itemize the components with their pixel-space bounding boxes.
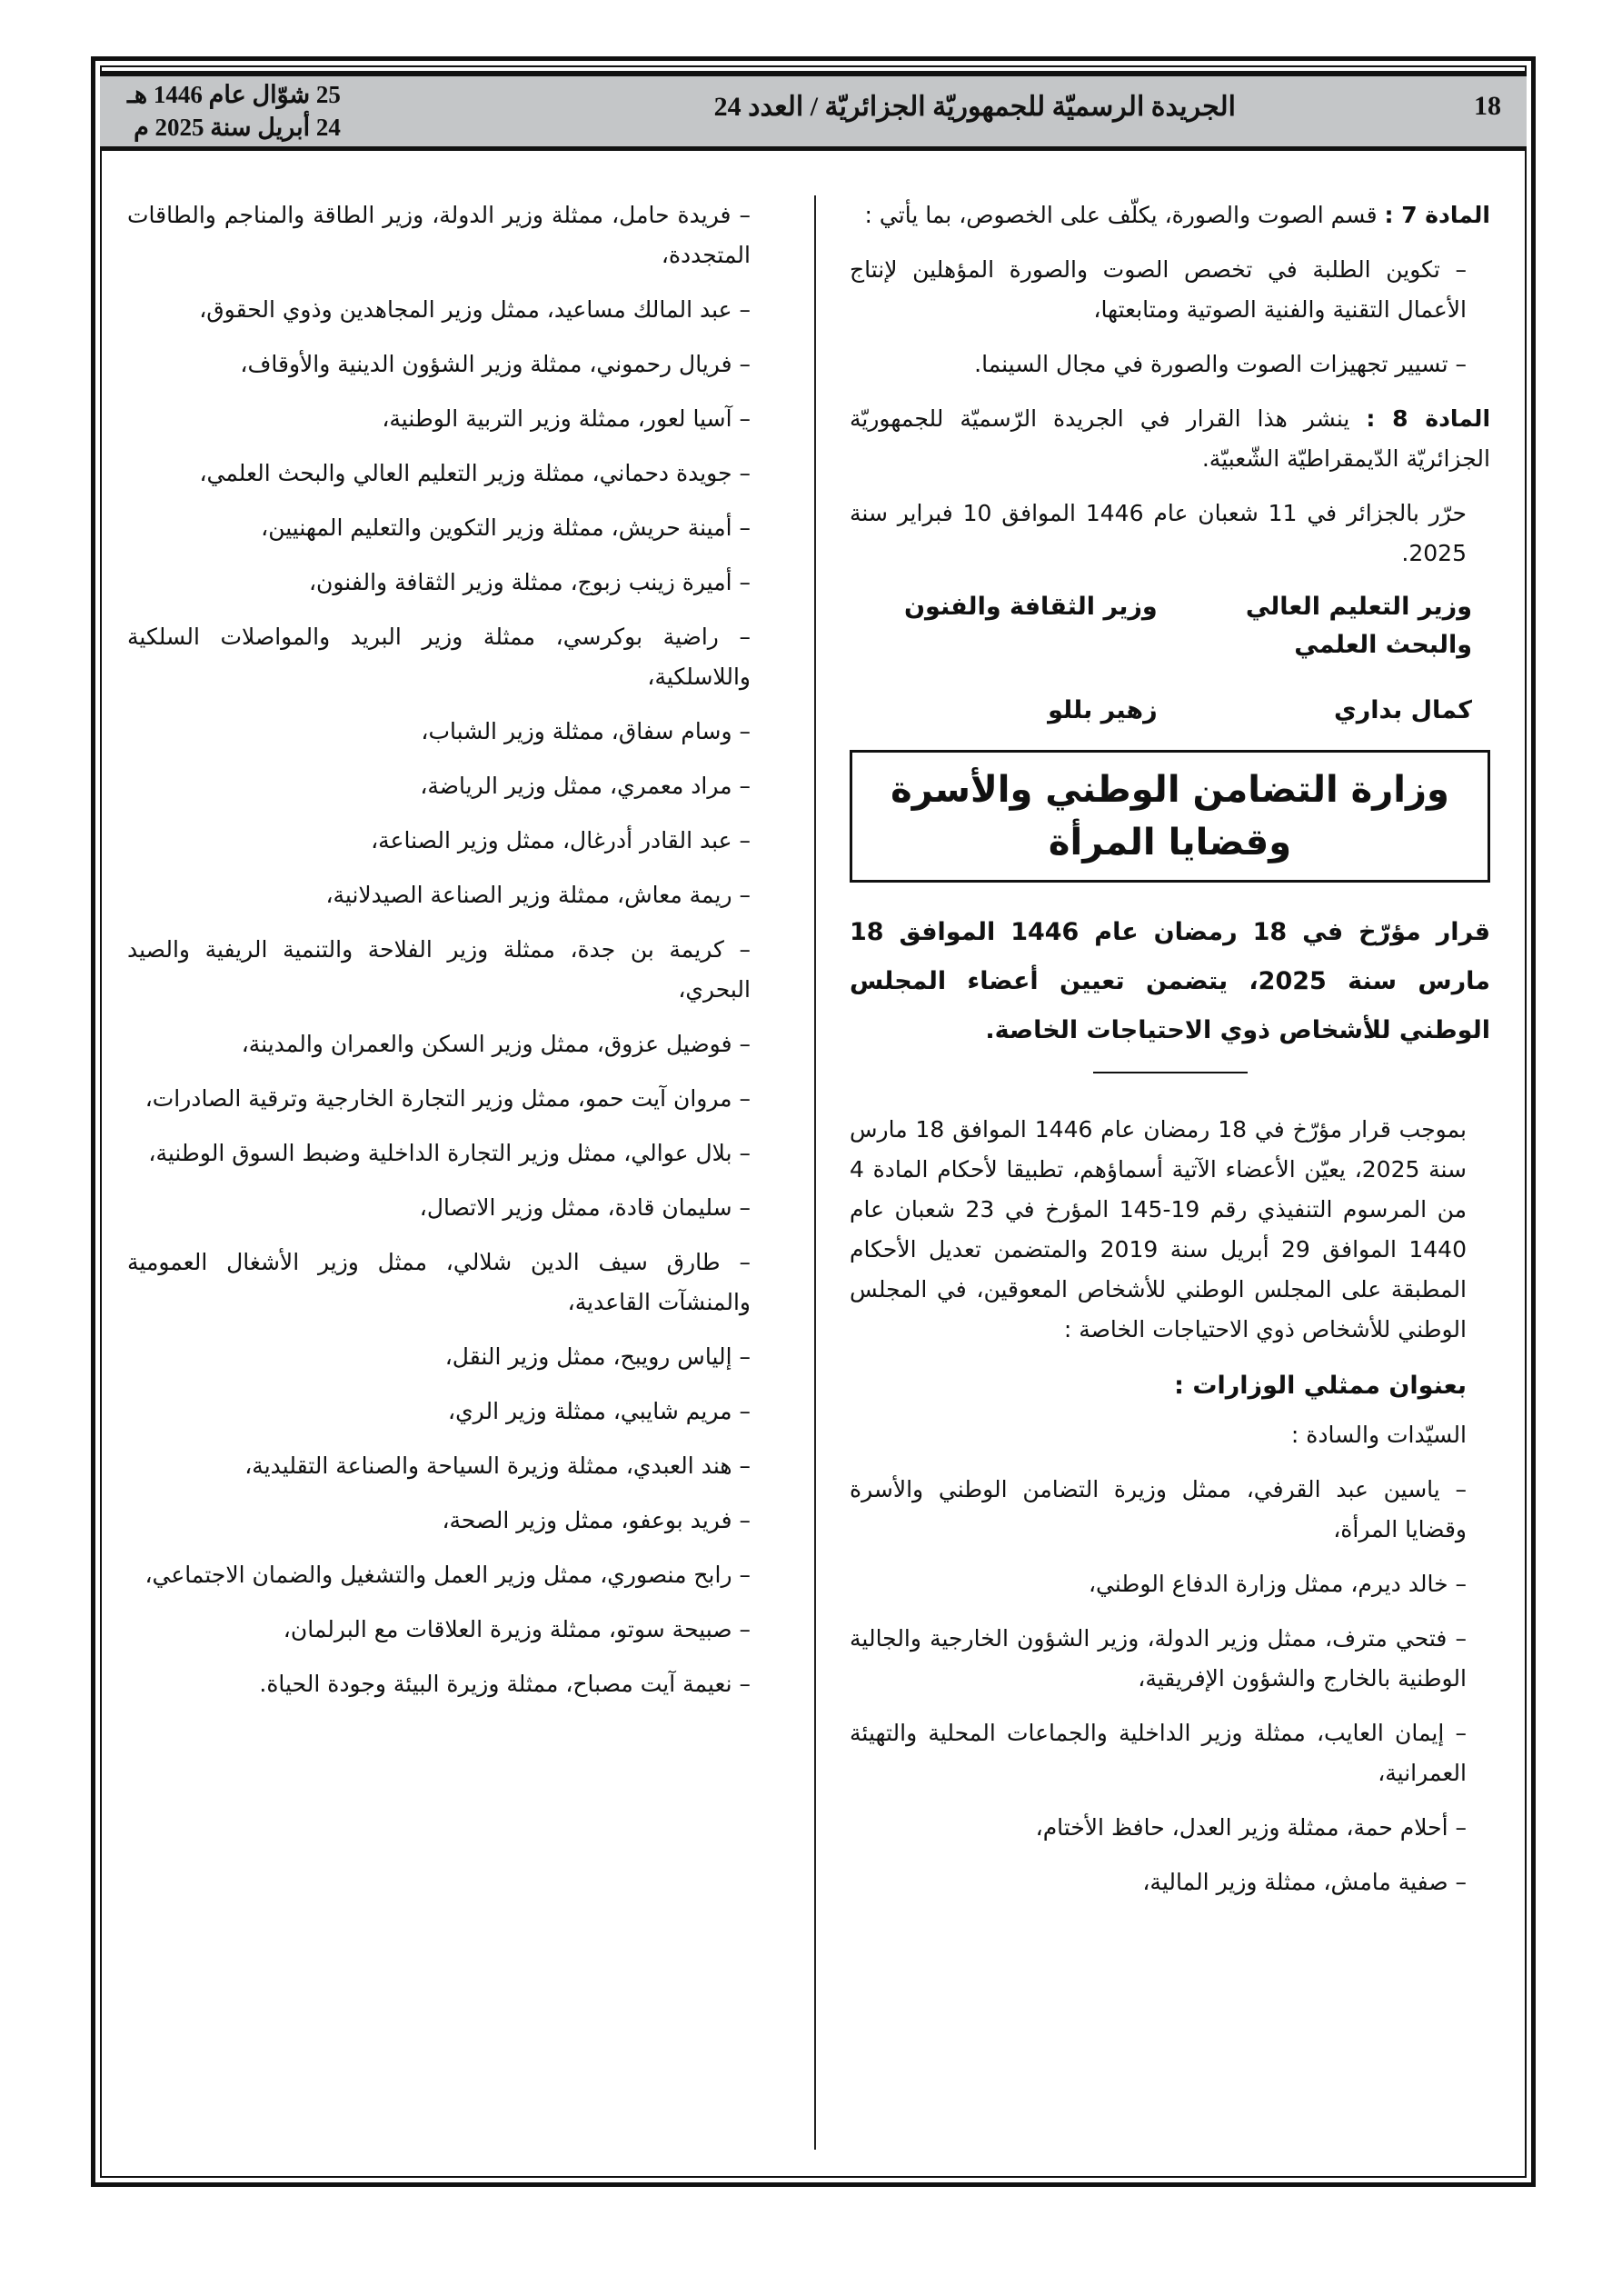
done-at: حرّر بالجزائر في 11 شعبان عام 1446 الموافق 10 فبراير سنة 2025.: [850, 500, 1467, 566]
member-item: – أمينة حريش، ممثلة وزير التكوين والتعليم المهنيين،: [261, 514, 751, 541]
member-item: – بلال عوالي، ممثل وزير التجارة الداخلية وضبط السوق الوطنية،: [148, 1140, 751, 1166]
member-item: – سليمان قادة، ممثل وزير الاتصال،: [419, 1194, 751, 1221]
journal-title: الجريدة الرسميّة للجمهوريّة الجزائريّة / العدد 24: [713, 92, 1236, 122]
member-item: – عبد القادر أدرغال، ممثل وزير الصناعة،: [371, 827, 751, 854]
article-8: [850, 399, 1490, 479]
member-item: – فريدة حامل، ممثلة وزير الدولة، وزير الطاقة والمناجم والطاقات المتجددة،: [127, 202, 751, 268]
article-text: ينشر هذا القرار في الجريدة الرّسميّة للجمهوريّة الجزائريّة الدّيمقراطيّة الشّعبيّة.: [850, 405, 1490, 472]
right-column: [850, 195, 1490, 1917]
member-item: – وسام سفاق، ممثلة وزير الشباب،: [421, 718, 751, 744]
member-item: – صفية مامش، ممثلة وزير المالية،: [1142, 1869, 1467, 1895]
issue-date: [127, 78, 341, 144]
article-item: – تكوين الطلبة في تخصص الصوت والصورة المؤهلين لإنتاج الأعمال التقنية والفنية الصوتية ومتابعتها،: [850, 256, 1467, 323]
page-number: 18: [1474, 91, 1501, 121]
date-gregorian: 24 أبريل سنة 2025 م: [134, 114, 341, 141]
ministry-heading: وزارة التضامن الوطني والأسرة وقضايا المرأة: [850, 750, 1490, 883]
signature-name: كمال بداري: [1333, 696, 1472, 724]
signatures: [904, 588, 1472, 730]
article-label: المادة 8 :: [1366, 405, 1491, 432]
member-item: – إيمان العايب، ممثلة وزير الداخلية والجماعات المحلية والتهيئة العمرانية،: [850, 1720, 1467, 1786]
member-item: – أميرة زينب زبوج، ممثلة وزير الثقافة والفنون،: [308, 569, 751, 595]
section-subhead: بعنوان ممثلي الوزارات :: [1174, 1372, 1467, 1400]
member-item: – كريمة بن جدة، ممثلة وزير الفلاحة والتنمية الريفية والصيد البحري،: [127, 936, 751, 1003]
member-item: – راضية بوكرسي، ممثلة وزير البريد والمواصلات السلكية واللاسلكية،: [127, 624, 751, 690]
signature-right: [1245, 588, 1472, 730]
member-item: – فريال رحموني، ممثلة وزير الشؤون الدينية والأوقاف،: [240, 351, 751, 377]
signature-title: وزير التعليم العالي والبحث العلمي: [1245, 593, 1472, 659]
member-item: – فريد بوعفو، ممثل وزير الصحة،: [442, 1507, 751, 1533]
member-item: – أحلام حمة، ممثلة وزير العدل، حافظ الأختام،: [1035, 1814, 1467, 1841]
salutation: السيّدات والسادة :: [1290, 1422, 1467, 1448]
article-label: المادة 7 :: [1384, 202, 1490, 228]
separator-rule: [1093, 1072, 1248, 1073]
member-item: – مريم شايبي، ممثلة وزير الري،: [448, 1398, 751, 1424]
member-item: – ريمة معاش، ممثلة وزير الصناعة الصيدلانية،: [325, 882, 751, 908]
member-item: – إلياس رويبح، ممثل وزير النقل،: [444, 1343, 751, 1370]
left-column: [127, 195, 774, 1719]
member-item: – ياسين عبد القرفي، ممثل وزيرة التضامن الوطني والأسرة وقضايا المرأة،: [850, 1476, 1467, 1542]
article-item: – تسيير تجهيزات الصوت والصورة في مجال السينما.: [974, 351, 1467, 377]
signature-name: زهير بللو: [1048, 696, 1158, 724]
article-text: قسم الصوت والصورة، يكلّف على الخصوص، بما يأتي :: [864, 202, 1378, 228]
member-item: – آسيا لعور، ممثلة وزير التربية الوطنية،: [382, 405, 751, 432]
column-divider: [814, 195, 816, 2150]
member-item: – رابح منصوري، ممثل وزير العمل والتشغيل والضمان الاجتماعي،: [144, 1562, 751, 1588]
member-item: – عبد المالك مساعيد، ممثل وزير المجاهدين وذوي الحقوق،: [199, 296, 751, 323]
signature-left: [904, 588, 1158, 730]
member-item: – مروان آيت حمو، ممثل وزير التجارة الخارجية وترقية الصادرات،: [144, 1085, 751, 1112]
date-hijri: 25 شوّال عام 1446 هـ: [127, 81, 341, 108]
decision-title: قرار مؤرّخ في 18 رمضان عام 1446 الموافق 18 مارس سنة 2025، يتضمن تعيين أعضاء المجلس الوطني للأشخاص ذوي الاحتياجات الخاصة.: [850, 918, 1491, 1044]
member-item: – طارق سيف الدين شلالي، ممثل وزير الأشغال العمومية والمنشآت القاعدية،: [127, 1249, 751, 1315]
signature-title: وزير الثقافة والفنون: [904, 593, 1158, 621]
member-item: – فوضيل عزوق، ممثل وزير السكن والعمران والمدينة،: [241, 1031, 751, 1057]
member-item: – فتحي مترف، ممثل وزير الدولة، وزير الشؤون الخارجية والجالية الوطنية بالخارج والشؤون الإفريقية،: [850, 1625, 1467, 1692]
member-item: – نعيمة آيت مصباح، ممثلة وزيرة البيئة وجودة الحياة.: [259, 1671, 751, 1697]
member-item: – صبيحة سوتو، ممثلة وزيرة العلاقات مع البرلمان،: [283, 1616, 751, 1642]
member-item: – جويدة دحماني، ممثلة وزير التعليم العالي والبحث العلمي،: [199, 460, 751, 486]
preamble: بموجب قرار مؤرّخ في 18 رمضان عام 1446 الموافق 18 مارس سنة 2025، يعيّن الأعضاء الآتية أسماؤهم، تطبيقا لأحكام المادة 4 من المرسوم التنفيذي رقم 19-145 المؤرخ في 23 شعبان عام 1440 الموافق 29 أبريل سنة 2019 والمتضمن تعديل الأحكام المطبقة على المجلس الوطني للأشخاص المعوقين، في المجلس الوطني للأشخاص ذوي الاحتياجات الخاصة :: [850, 1116, 1467, 1343]
member-item: – مراد معمري، ممثل وزير الرياضة،: [420, 773, 751, 799]
member-item: – هند العبدي، ممثلة وزيرة السياحة والصناعة التقليدية،: [244, 1452, 751, 1479]
member-item: – خالد ديرم، ممثل وزارة الدفاع الوطني،: [1088, 1571, 1467, 1597]
article-7: [850, 195, 1490, 235]
page-header: [100, 71, 1527, 151]
